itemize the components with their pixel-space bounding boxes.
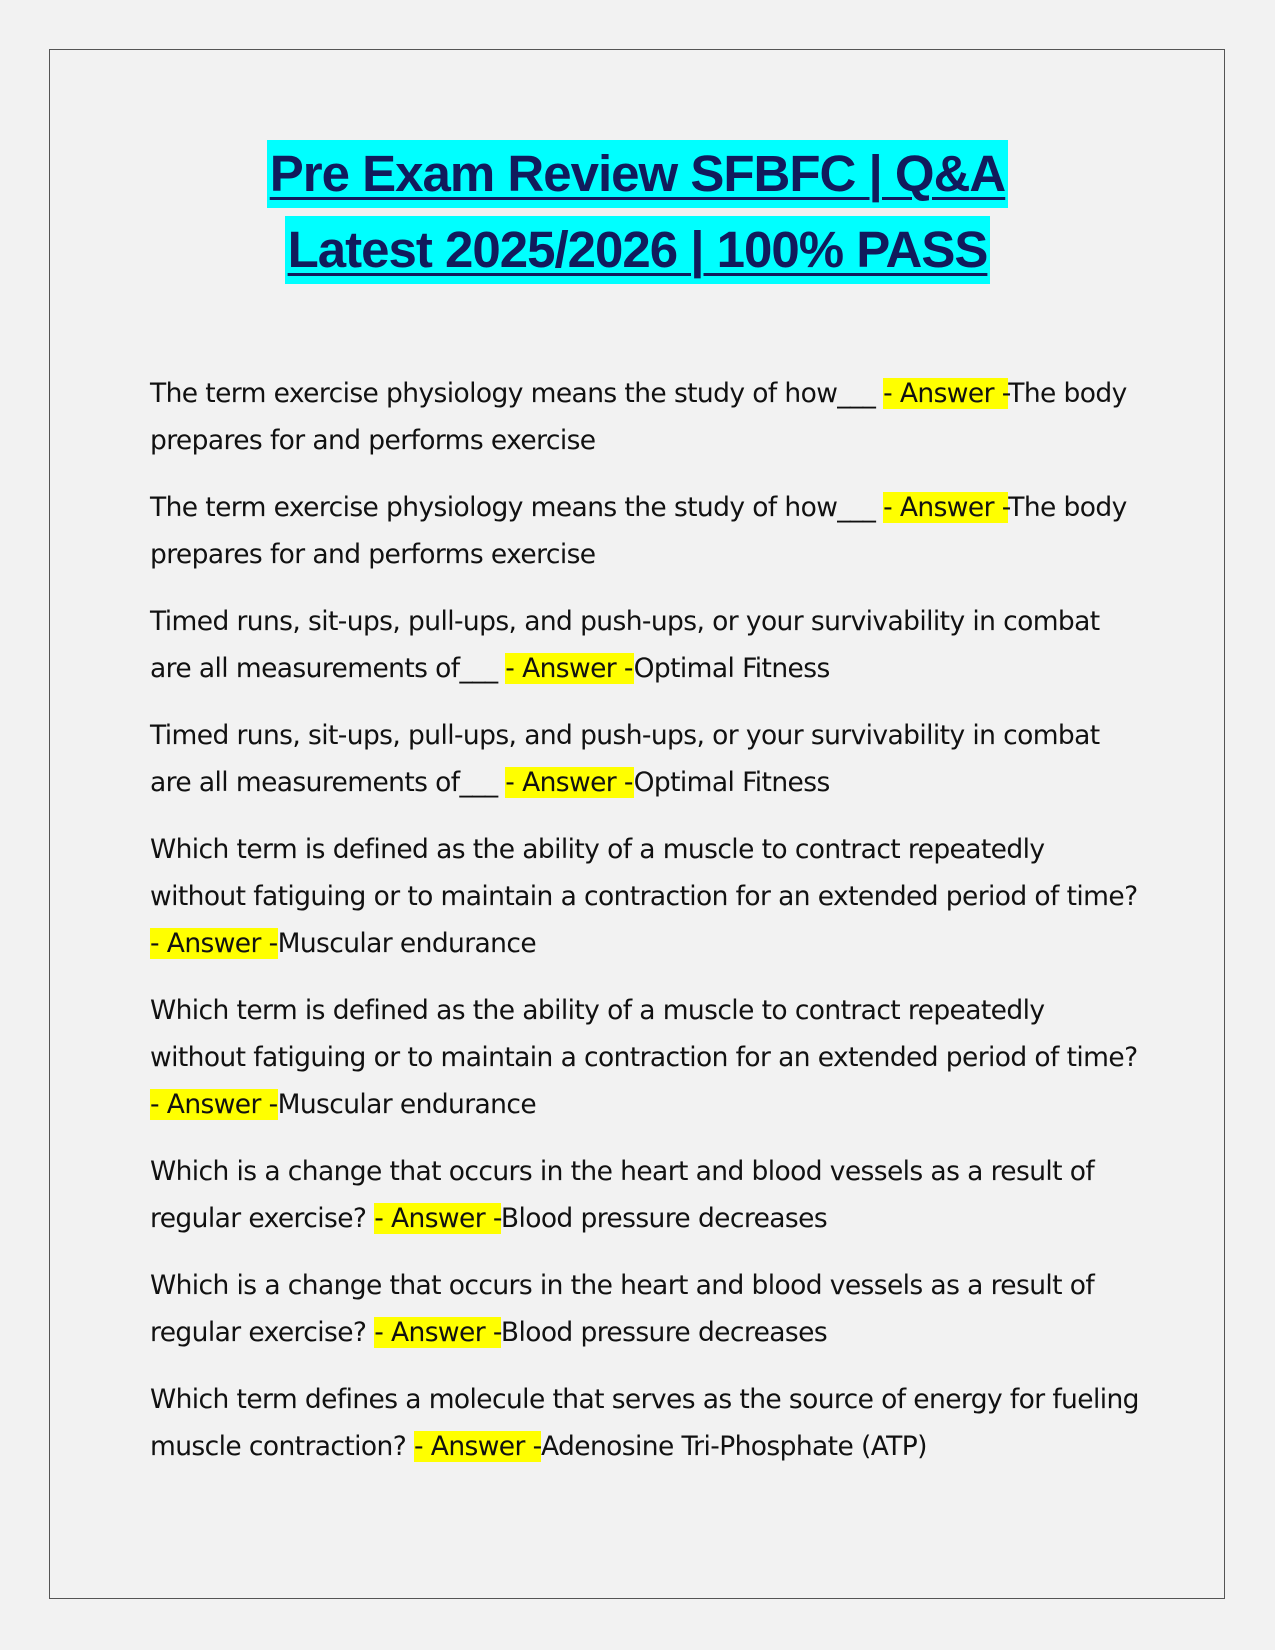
answer-marker: - Answer - <box>150 1089 278 1120</box>
title-line-2: Latest 2025/2026 | 100% PASS <box>285 216 991 284</box>
qa-item <box>150 712 1140 806</box>
document-title <box>0 140 1275 292</box>
question-text: The term exercise physiology means the study of how___ <box>150 492 884 523</box>
qa-item <box>150 1262 1140 1356</box>
answer-text: Blood pressure decreases <box>500 1203 828 1234</box>
question-text: Which term is defined as the ability of a muscle to contract repeatedly without fatiguing or to maintain a contraction for an extended period of time? <box>150 995 1138 1073</box>
answer-text: Muscular endurance <box>277 1089 537 1120</box>
answer-marker: - Answer - <box>374 1203 501 1234</box>
answer-marker: - Answer - <box>883 492 1009 523</box>
question-text: The term exercise physiology means the study of how___ <box>150 378 884 409</box>
answer-text: Adenosine Tri-Phosphate (ATP) <box>541 1431 927 1462</box>
answer-marker: - Answer - <box>505 767 634 798</box>
title-line-1: Pre Exam Review SFBFC | Q&A <box>267 140 1009 208</box>
answer-text: The body prepares for and performs exercise <box>150 492 1127 570</box>
qa-item <box>150 1376 1140 1470</box>
question-text: Timed runs, sit-ups, pull-ups, and push-ups, or your survivability in combat are all measurements of___ <box>150 720 1100 798</box>
question-text: Timed runs, sit-ups, pull-ups, and push-ups, or your survivability in combat are all measurements of___ <box>150 606 1100 684</box>
answer-text: Muscular endurance <box>277 928 537 959</box>
qa-item <box>150 1148 1140 1242</box>
answer-marker: - Answer - <box>150 928 278 959</box>
qa-item <box>150 987 1140 1128</box>
qa-item <box>150 484 1140 578</box>
answer-marker: - Answer - <box>883 378 1009 409</box>
answer-marker: - Answer - <box>414 1431 541 1462</box>
answer-text: Optimal Fitness <box>633 767 830 798</box>
answer-text: The body prepares for and performs exercise <box>150 378 1127 456</box>
answer-marker: - Answer - <box>505 653 634 684</box>
question-text: Which term is defined as the ability of a muscle to contract repeatedly without fatiguing or to maintain a contraction for an extended period of time? <box>150 834 1138 912</box>
question-text: Which term defines a molecule that serves as the source of energy for fueling muscle contraction? <box>150 1384 1139 1462</box>
question-text: Which is a change that occurs in the heart and blood vessels as a result of regular exercise? <box>150 1156 1095 1234</box>
question-text: Which is a change that occurs in the heart and blood vessels as a result of regular exercise? <box>150 1270 1095 1348</box>
answer-marker: - Answer - <box>374 1317 501 1348</box>
answer-text: Optimal Fitness <box>633 653 830 684</box>
qa-item <box>150 826 1140 967</box>
qa-item <box>150 598 1140 692</box>
qa-item <box>150 370 1140 464</box>
answer-text: Blood pressure decreases <box>500 1317 828 1348</box>
qa-list <box>150 370 1140 1490</box>
